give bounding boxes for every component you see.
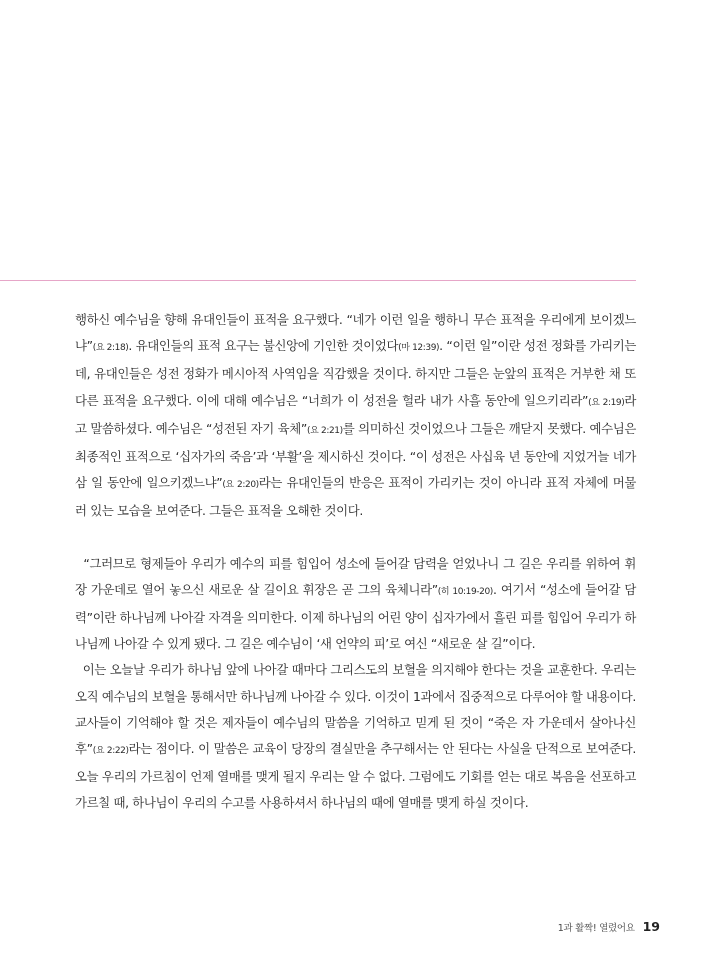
scripture-citation: (요 2:21) bbox=[306, 425, 343, 436]
text-run: “그러므로 형제들아 우리가 예수의 피를 힘입어 성소에 들어갈 담력을 얻었나니 그 길은 우리를 위하여 휘장 가운데로 열어 놓으신 새로운 살 길이요 휘장은 곧 그의 육체니라” bbox=[75, 555, 636, 597]
text-run: 를 의미하신 것이었으나 그들은 깨닫지 못했다. 예수님은 최종적인 표적으로 ‘십자가의 죽음’과 ‘부활’을 제시하신 것이다. “이 성전은 사십육 년 동안에 지었거늘 네가 삼 일 동안에 일으키겠느냐” bbox=[75, 420, 636, 491]
text-run: 행하신 예수님을 향해 유대인들이 표적을 요구했다. “네가 이런 일을 행하니 무슨 표적을 우리에게 보이겠느냐” bbox=[75, 312, 636, 354]
paragraph-3 bbox=[75, 657, 636, 816]
scripture-citation: (히 10:19-20) bbox=[437, 586, 493, 597]
paragraph-2 bbox=[75, 551, 636, 658]
scripture-citation: (마 12:39) bbox=[398, 343, 440, 354]
article-body bbox=[75, 307, 636, 817]
text-run: 이는 오늘날 우리가 하나님 앞에 나아갈 때마다 그리스도의 보혈을 의지해야 한다는 것을 교훈한다. 우리는 오직 예수님의 보혈을 통해서만 하나님께 나아갈 수 있다. 이것이 1과에서 집중적으로 다루어야 할 내용이다. 교사들이 기억해야 할 것은 제자들이 예수님의 말씀을 기억하고 믿게 된 것이 “죽은 자 가운데서 살아나신 후” bbox=[75, 662, 636, 757]
text-run: . 유대인들의 표적 요구는 불신앙에 기인한 것이었다 bbox=[128, 338, 399, 354]
page-number: 19 bbox=[642, 919, 660, 934]
divider-rule bbox=[0, 280, 636, 281]
running-title: 1과 활짝! 열렸어요 bbox=[557, 923, 635, 934]
text-run: 라고 말씀하셨다. 예수님은 “성전된 자기 육체” bbox=[75, 392, 636, 436]
paragraph-1 bbox=[75, 307, 636, 525]
text-run: 라는 점이다. 이 말씀은 교육이 당장의 결실만을 추구해서는 안 된다는 사실을 단적으로 보여준다. 오늘 우리의 가르침이 언제 열매를 맺게 될지 우리는 알 수 없다. 그럼에도 기회를 얻는 대로 복음을 선포하고 가르칠 때, 하나님이 우리의 수고를 사용하셔서 하나님의 때에 열매를 맺게 하실 것이다. bbox=[75, 741, 636, 811]
scripture-citation: (요 2:20) bbox=[222, 480, 259, 491]
scripture-citation: (요 2:18) bbox=[92, 343, 129, 354]
text-run: . 여기서 “성소에 들어갈 담력”이란 하나님께 나아갈 자격을 의미한다. 이제 하나님의 어린 양이 십자가에서 흘린 피를 힘입어 우리가 하나님께 나아갈 수 있게 됐다. 그 길은 예수님이 ‘새 언약의 피’로 여신 “새로운 살 길”이다. bbox=[75, 581, 636, 652]
page-footer bbox=[558, 916, 660, 935]
paragraph-gap bbox=[75, 525, 636, 551]
text-run: . “이런 일”이란 성전 정화를 가리키는데, 유대인들은 성전 정화가 메시아적 사역임을 직감했을 것이다. 하지만 그들은 눈앞의 표적은 거부한 채 또 다른 표적을 요구했다. 이에 대해 예수님은 “너희가 이 성전을 헐라 내가 사흘 동안에 일으키리라” bbox=[75, 338, 636, 408]
text-run: 라는 유대인들의 반응은 표적이 가리키는 것이 아니라 표적 자체에 머물러 있는 모습을 보여준다. 그들은 표적을 오해한 것이다. bbox=[75, 475, 637, 519]
scripture-citation: (요 2:22) bbox=[92, 746, 129, 757]
scripture-citation: (요 2:19) bbox=[588, 397, 625, 408]
